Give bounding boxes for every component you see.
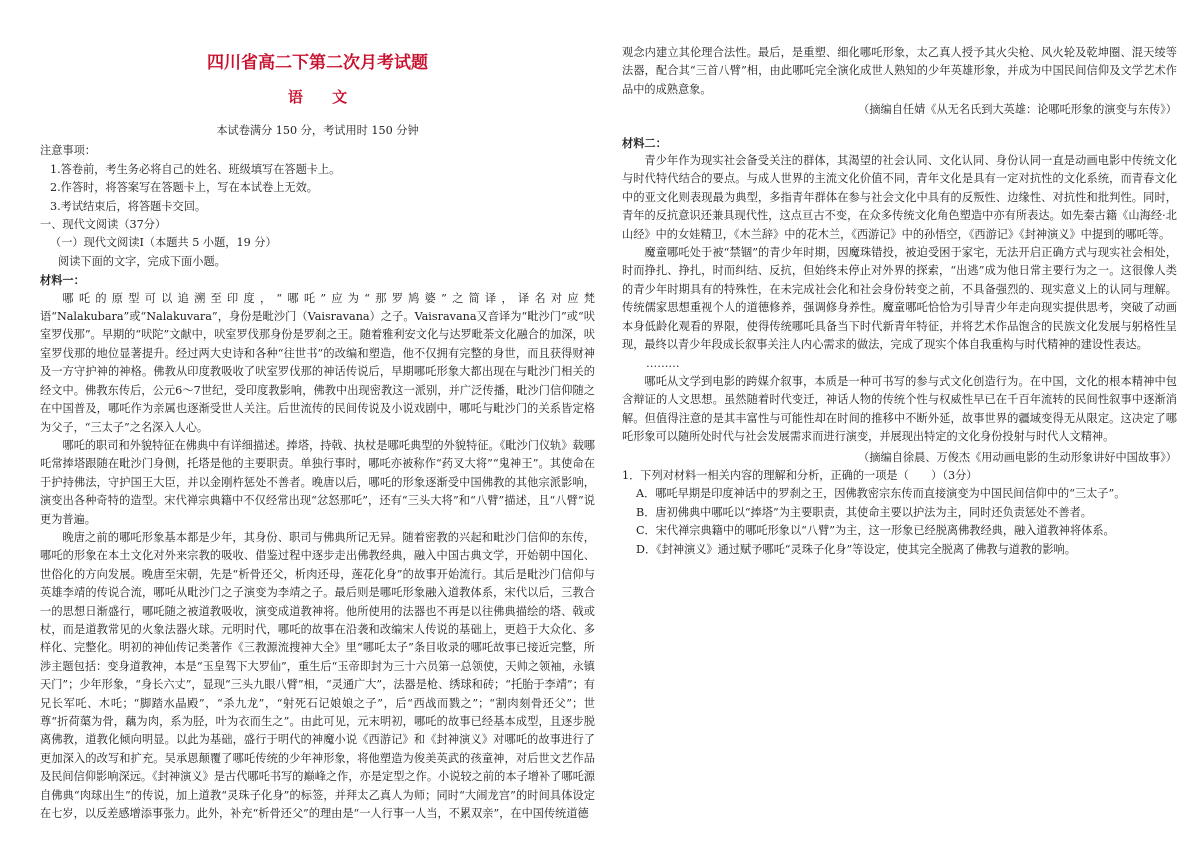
- material1-paragraph: 哪吒的职司和外貌特征在佛典中有详细描述。捧塔，持戟、执杖是哪吒典型的外貌特征。《毗沙门仪轨》载哪吒常捧塔跟随在毗沙门身侧，托塔是他的主要职责。单独行事时，哪吒亦被称作“药叉大将”“鬼神王”。其使命在于护持佛法，守护国王大臣，并以金刚杵惩处不善者。晚唐以后，哪吒的形象逐渐受中国佛教的其他宗派影响，演变出各种奇特的造型。宋代禅宗典籍中不仅经常出现“忿怒那吒”，还有“三头大将”和“八臂”描述，且“八臂”说更为普遍。: [40, 438, 595, 526]
- exam-title: 四川省高二下第二次月考试题: [207, 53, 428, 73]
- material1-paragraph-continued: 观念内建立其伦理合法性。最后，是重塑、细化哪吒形象，太乙真人授予其火尖枪、风火轮及乾坤圈、混天绫等法器，配合其“三首八臂”相，由此哪吒完全演化成世人熟知的少年英雄形象，并成为中国民间信仰及文学艺术作品中的成熟意象。: [622, 46, 1177, 96]
- material2-source: （摘编自徐晨、万俊杰《用动画电影的生动形象讲好中国故事》）: [858, 450, 1177, 464]
- material2-paragraph: 魔童哪吒处于被“禁锢”的青少年时期，因魔珠错投，被迫受困于家宅，无法开启正确方式与现实社会相处，时而挣扎、挣扎，时而纠结、反抗，但始终未停止对外界的探索，“出逃”成为他日常主要行为之一。这很像人类的青少年时期具有的特殊性，在未完成社会化和社会身份转变之前，不具备强烈的、现实意义上的认同与理解。传统儒家思想重视个人的道德修养，强调修身养性。魔童哪吒恰恰为引导青少年走向现实提供思考，突破了动画本身低龄化观看的界限，使得传统哪吒具备当下时代新青年特征，并将艺术作品饱含的民族文化发展与躬格性呈现，最终以青少年段成长叙事关注人内心需求的做法，完成了现实个体自我重构与时代精神的建设性表达。: [622, 246, 1177, 352]
- question1-option-a: A．哪吒早期是印度神话中的罗刹之王，因佛教密宗东传而直接演变为中国民间信仰中的“三太子”。: [636, 487, 1126, 501]
- material2-paragraph: 青少年作为现实社会备受关注的群体，其渴望的社会认同、文化认同、身份认同一直是动画电影中传统文化与时代特代结合的要点。与成人世界的主流文化价值不同，青年文化是具有一定对抗性的文化系统，而青春文化中的亚文化则表现最为典型，多指青年群体在参与社会文化中具有的反叛性、边缘性、对抗性和批判性。同时，青年的反抗意识还兼具现代性，这点亘古不变，在众多传统文化角色塑造中亦有所表达。如先秦古籍《山海经·北山经》中的女娃精卫，《木兰辞》中的花木兰，《西游记》中的孙悟空，《西游记》《封神演义》中提到的哪吒等。: [622, 154, 1177, 241]
- section-title: 一、现代文阅读（37分）: [40, 218, 167, 232]
- material2-paragraph: 哪吒从文学到电影的跨媒介叙事，本质是一种可书写的参与式文化创造行为。在中国，文化的根本精神中包含辩证的人文思想。虽然随着时代变迁，神话人物的传统个性与权威性早已在千百年流转的民间性叙事中逐渐消解。但值得注意的是其丰富性与可能性却在时间的推移中不断外延，故事世界的疆域变得无从限定。这决定了哪吒形象可以随所处时代与社会发展需求而进行演变，并展现出特定的文化身份投射与时代人文精神。: [622, 374, 1177, 444]
- note-item: 2.作答时，将答案写在答题卡上，写在本试卷上无效。: [50, 181, 318, 195]
- exam-info: 本试卷满分 150 分，考试用时 150 分钟: [216, 124, 419, 137]
- section-subtitle: （一）现代文阅读Ⅰ（本题共 5 小题，19 分）: [50, 236, 277, 250]
- section-instruction: 阅读下面的文字，完成下面小题。: [58, 254, 226, 268]
- left-column: [40, 52, 595, 823]
- notes-heading: 注意事项：: [40, 144, 96, 158]
- question1-option-d: D．《封神演义》通过赋予哪吒“灵珠子化身”等设定，使其完全脱离了佛教与道教的影响。: [636, 542, 1076, 556]
- note-item: 3.考试结束后，将答题卡交回。: [50, 199, 207, 213]
- question1-option-c: C．宋代禅宗典籍中的哪吒形象以“八臂”为主，这一形象已经脱离佛教经典，融入道教神将体系。: [636, 524, 1115, 538]
- material1-paragraph: 哪吒的原型可以追溯至印度，“哪吒”应为“那罗鸠婆”之简译，译名对应梵语“Nalakubara”或“Nalakuvara”，身份是毗沙门（Vaisravana）之子。Vaisravana又音译为“毗沙门”或“吠室罗伐那”。早期的“吠陀”文献中，吠室罗伐那身份是罗刹之王。随着雅利安文化与达罗毗荼文化融合的加深，吠室罗伐那的地位显著提升。经过两大史诗和各种“往世书”的改编和塑造，他不仅拥有完整的身世，而且获得财神及一方守护神的神格。佛教从印度教吸收了吠室罗伐那的神话传说后，早期哪吒形象大都出现在与毗沙门相关的经文中。佛教东传后，公元6～7世纪，受印度教影响，佛教中出现密教这一派别，并广泛传播，毗沙门信仰随之在中国普及，哪吒作为亲属也逐渐受世人关注。后世流传的民间传说及小说戏剧中，哪吒与毗沙门的关系皆定格为父子，“三太子”之名深入人心。: [40, 291, 595, 434]
- ellipsis: ………: [646, 356, 680, 370]
- note-item: 1.答卷前，考生务必将自己的姓名、班级填写在答题卡上。: [50, 162, 341, 176]
- exam-subject: 语 文: [287, 88, 360, 106]
- question1-stem: 1．下列对材料一相关内容的理解和分析，正确的一项是（ ）（3分）: [622, 468, 978, 482]
- question1-option-b: B．唐初佛典中哪吒以“捧塔”为主要职责，其使命主要以护法为主，同时还负责惩处不善者。: [636, 505, 1092, 519]
- material1-paragraph: 晚唐之前的哪吒形象基本都是少年，其身份、职司与佛典所记无异。随着密教的兴起和毗沙门信仰的东传，哪吒的形象在本土文化对外来宗教的吸收、借鉴过程中逐步走出佛教经典，融入中国古典文学，开始朝中国化、世俗化的方向发展。晚唐至宋朝，先是“析骨还父，析肉还母，莲花化身”的故事开始流行。其后是毗沙门信仰与英雄李靖的传说合流，哪吒从毗沙门之子演变为李靖之子。最后则是哪吒形象融入道教体系，宋代以后，三教合一的思想日渐盛行，哪吒随之被道教吸收，演变成道教神将。他所使用的法器也不再是以往佛典描绘的塔、戟或杖，而是道教常见的火象法器火球。元明时代，哪吒的故事在沿袭和改编宋人传说的基础上，更趋于大众化、多样化、完整化。明初的神仙传记类著作《三教源流搜神大全》里“哪吒太子”条目收录的哪吒故事已接近完整，所涉主题包括：变身道教神，本是“玉皇驾下大罗仙”，重生后“玉帝即封为三十六员第一总领使，天帅之领袖，永镇天门”；少年形象，“身长六丈”，显现“三头九眼八臂”相，“灵通广大”，法器是枪、绣球和砖；“托胎于李靖”；有兄长军吒、木吒；“脚踏水晶殿”，“杀九龙”，“射死石记娘娘之子”，后“西战而戮之”；“割肉刻骨还父”；世尊“折荷蕖为骨，藕为肉，系为胫，叶为衣而生之”。由此可见，元末明初，哪吒的故事已经基本成型，且逐步脱离佛教，道教化倾向明显。以此为基础，盛行于明代的神魔小说《西游记》和《封神演义》对哪吒的故事进行了更加深入的改写和扩充。吴承恩颠覆了哪吒传统的少年神形象，将他塑造为俊美英武的孩童神，对后世文艺作品及民间信仰影响深远。《封神演义》是古代哪吒书写的巅峰之作，亦是定型之作。小说较之前的本子增补了哪吒源自佛典“肉球出生”的传说，加上道教“灵珠子化身”的标签，并拜太乙真人为师；同时“大闹龙宫”的时间具体设定在七岁，以反差感增添事张力。此外，补充“析骨还父”的理由是“一人行事一人当，不累双亲”，在中国传统道德: [40, 530, 595, 821]
- material2-label: 材料二：: [622, 135, 667, 150]
- right-column: [622, 44, 1177, 559]
- material1-label: 材料一：: [40, 273, 85, 288]
- material1-source: （摘编自任婧《从无名氏到大英雄：论哪吒形象的演变与东传》）: [858, 103, 1177, 117]
